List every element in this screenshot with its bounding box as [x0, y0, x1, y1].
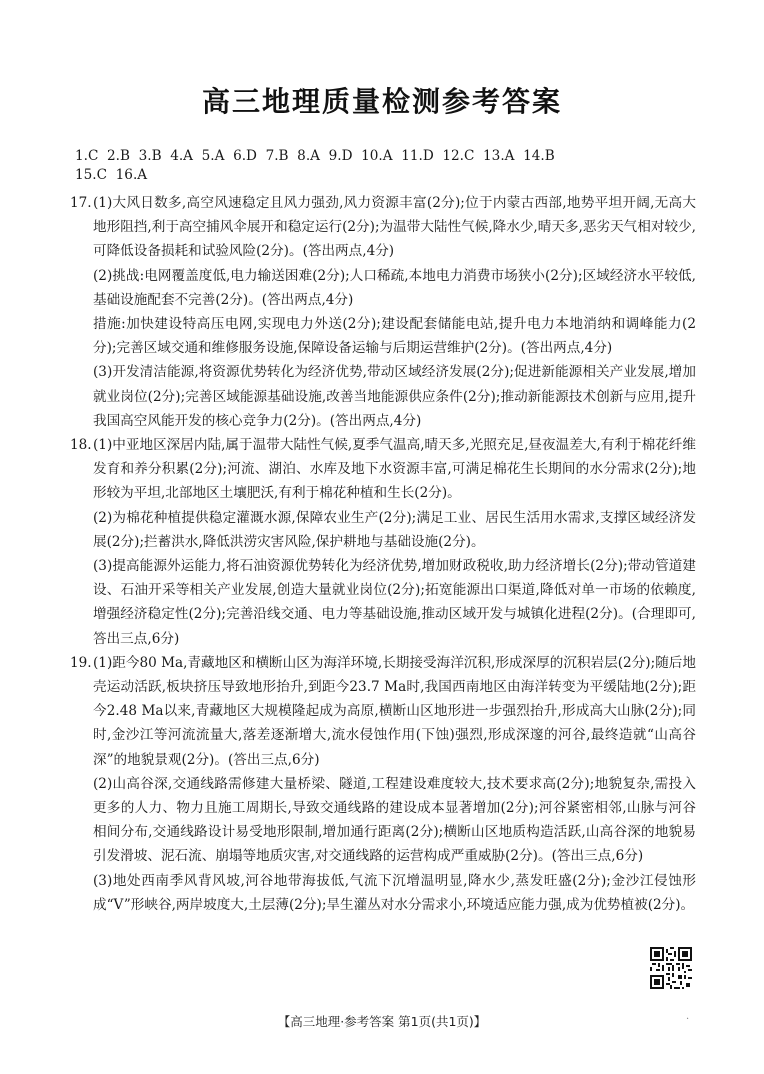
q19-part2: (2)山高谷深,交通线路需修建大量桥梁、隧道,工程建设难度较大,技术要求高(2分);地貌复杂,需投入更多的人力、物力且施工周期长,导致交通线路的建设成本显著增加(2分);河谷紧密相邻,山脉与河谷相间分布,交通线路设计易受地形限制,增加通行距离(2分);横断山区地质构造活跃,山高谷深的地貌易引发滑坡、泥石流、崩塌等地质灾害,对交通线路的运营构成严重威胁(2分)。(答出三点,6分)	[93, 775, 696, 865]
q19-part3: (3)地处西南季风背风坡,河谷地带海拔低,气流下沉增温明显,降水少,蒸发旺盛(2分);金沙江侵蚀形成“V”形峡谷,两岸坡度大,土层薄(2分);旱生灌丛对水分需求小,环境适应能力强,成为优势植被(2分)。	[93, 872, 696, 913]
qr-code-icon	[650, 947, 692, 989]
question-number: 19.	[70, 654, 92, 671]
page-footer: 【高三地理·参考答案 第1页(共1页)】	[277, 1014, 487, 1029]
answer-content	[70, 191, 696, 917]
page-title: 高三地理质量检测参考答案	[201, 85, 562, 118]
q18-part3: (3)提高能源外运能力,将石油资源优势转化为经济优势,增加财政税收,助力经济增长(2分);带动管道建设、石油开采等相关产业发展,创造大量就业岗位(2分);拓宽能源出口渠道,降低对单一市场的依赖度,增强经济稳定性(2分);完善沿线交通、电力等基础设施,推动区域开发与城镇化进程(2分)。(合理即可,答出三点,6分)	[93, 558, 696, 647]
question-17	[70, 191, 696, 433]
q18-part2: (2)为棉花种植提供稳定灌溉水源,保障农业生产(2分);满足工业、居民生活用水需求,支撑区域经济发展(2分);拦蓄洪水,降低洪涝灾害风险,保护耕地与基础设施(2分)。	[93, 509, 696, 550]
q17-part1: (1)大风日数多,高空风速稳定且风力强劲,风力资源丰富(2分);位于内蒙古西部,地势平坦开阔,无高大地形阻挡,利于高空捕风伞展开和稳定运行(2分);为温带大陆性气候,降水少,晴天多,恶劣天气相对较少,可降低设备损耗和试验风险(2分)。(答出两点,4分)	[93, 195, 696, 260]
question-number: 18.	[70, 437, 92, 454]
q19-part1: (1)距今80 Ma,青藏地区和横断山区为海洋环境,长期接受海洋沉积,形成深厚的沉积岩层(2分);随后地壳运动活跃,板块挤压导致地形抬升,到距今23.7 Ma时,我国西南地区由海洋转变为平缓陆地(2分);距今2.48 Ma以来,青藏地区大规模隆起成为高原,横断山区地形进一步强烈抬升,形成高大山脉(2分);同时,金沙江等河流流量大,落差逐渐增大,流水侵蚀作用(下蚀)强烈,形成深邃的河谷,最终造就“山高谷深”的地貌景观(2分)。(答出三点,6分)	[93, 654, 696, 768]
q17-part2: (2)挑战:电网覆盖度低,电力输送困难(2分);人口稀疏,本地电力消费市场狭小(2分);区域经济水平较低,基础设施配套不完善(2分)。(答出两点,4分)	[93, 267, 696, 308]
q17-part3: (3)开发清洁能源,将资源优势转化为经济优势,带动区域经济发展(2分);促进新能源相关产业发展,增加就业岗位(2分);完善区域能源基础设施,改善当地能源供应条件(2分);推动新能源技术创新与应用,提升我国高空风能开发的核心竞争力(2分)。(答出两点,4分)	[93, 364, 696, 429]
multiple-choice-answers: 1.C 2.B 3.B 4.A 5.A 6.D 7.B 8.A 9.D 10.A 11.D 12.C 13.A 14.B 15.C 16.A	[75, 148, 555, 183]
question-18	[70, 433, 696, 651]
question-19	[70, 651, 696, 917]
q18-part1: (1)中亚地区深居内陆,属于温带大陆性气候,夏季气温高,晴天多,光照充足,昼夜温差大,有利于棉花纤维发育和养分积累(2分);河流、湖泊、水库及地下水资源丰富,可满足棉花生长期间的水分需求(2分);地形较为平坦,北部地区土壤肥沃,有利于棉花种植和生长(2分)。	[93, 437, 696, 502]
question-number: 17.	[70, 195, 92, 211]
corner-mark: ·	[686, 1014, 690, 1025]
q17-measures: 措施:加快建设特高压电网,实现电力外送(2分);建设配套储能电站,提升电力本地消纳和调峰能力(2分);完善区域交通和维修服务设施,保障设备运输与后期运营维护(2分)。(答出两点,4分)	[93, 316, 696, 357]
